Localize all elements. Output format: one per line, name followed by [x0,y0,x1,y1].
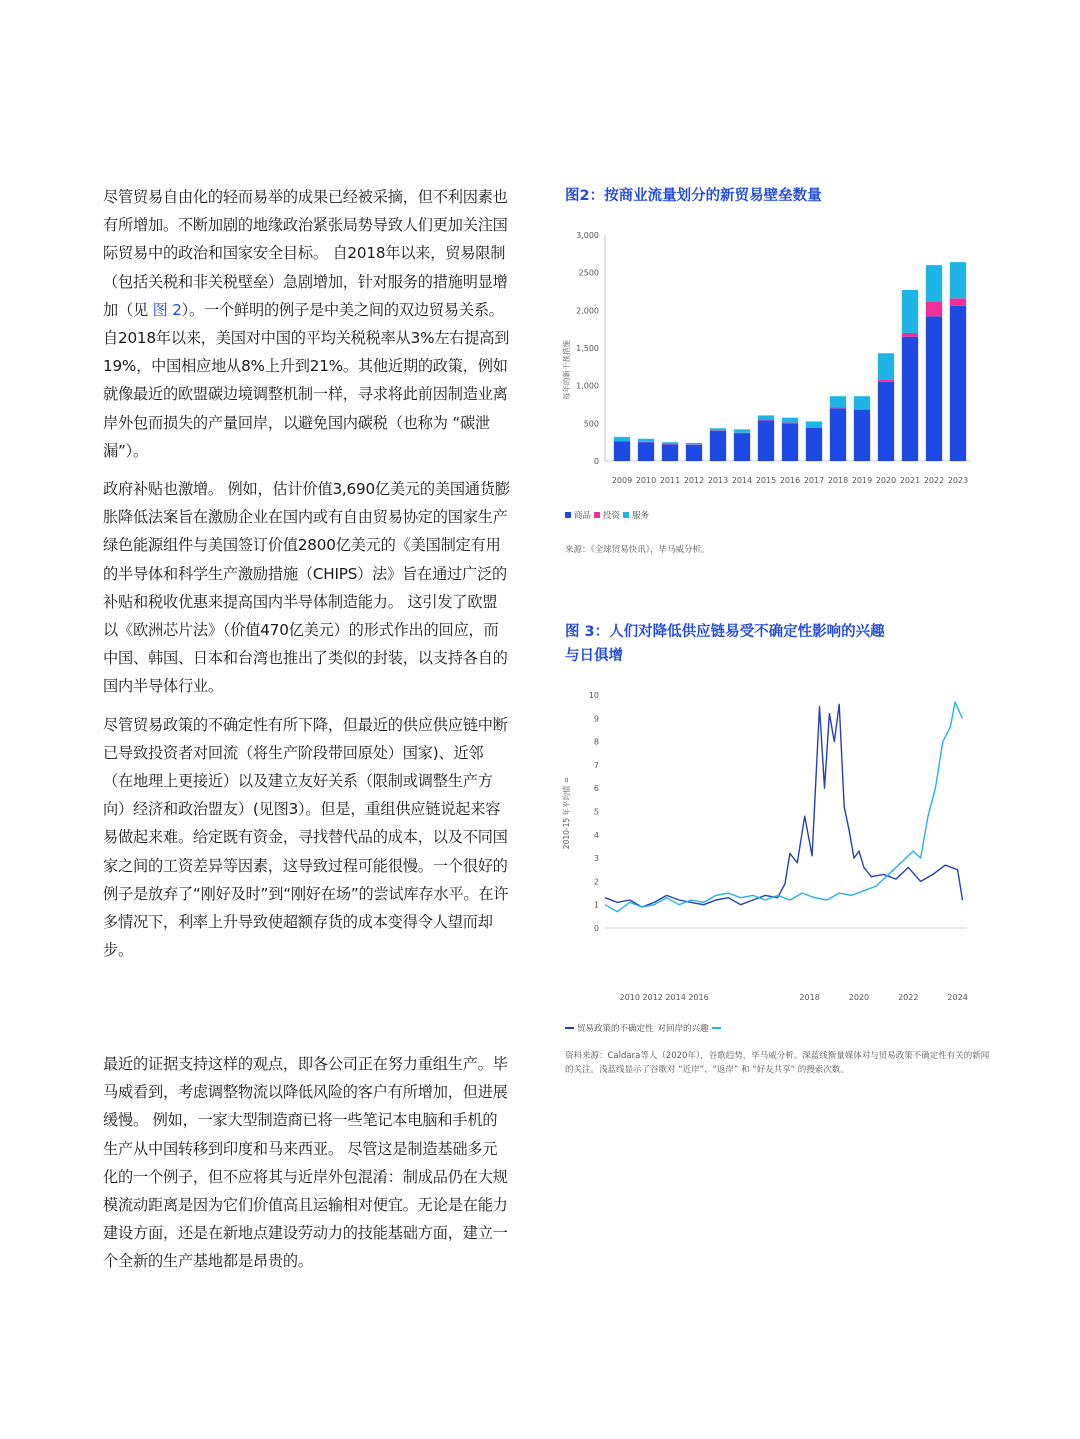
paragraph-1-text-rest: ）。一个鲜明的例子是中美之间的双边贸易关系。自2018年以来，美国对中国的平均关税税率从3%左右提高到19%，中国相应地从8%上升到21%。其他近期的政策，例如就像最近的欧盟碳边境调整机制一样，寻求将此前因制造业离岸外包而损失的产量回岸，以避免国内碳税（也称为 “碳泄漏”）。 [103,300,510,460]
figure-2-bar-服务 [734,429,750,432]
figure-2-y-ticks [576,231,599,466]
figure-2-y-tick-label: 1,000 [576,381,599,391]
figure-2-bar-商品 [926,316,942,461]
figure-2-bar-商品 [806,428,822,461]
figure-3-y-tick-label: 2 [593,877,599,887]
figure-2-bar-服务 [782,418,798,423]
figure-2-x-tick-label: 2013 [707,476,729,485]
figure-2-bar-服务 [878,353,894,379]
figure-2-bar-投资 [782,423,798,424]
figure-3-x-tick-label: 2010 2012 2014 2016 [619,993,709,1002]
figure-2-bar-服务 [950,262,966,298]
figure-2-bar-服务 [710,428,726,430]
figure-2-bar-商品 [710,431,726,461]
figure-2-bar-投资 [830,408,846,409]
figure-2-y-tick-label: 500 [583,419,599,429]
figure-2-bar-投资 [806,427,822,428]
figure-3-y-tick-label: 7 [593,760,599,770]
figure-2-chart [555,225,985,495]
figure-3-y-tick-label: 5 [593,807,599,817]
figure-2-bar-商品 [614,441,630,461]
figure-2-link[interactable]: 图 2 [152,300,182,319]
figure-2-y-axis-label: 每年的新干预措施 [562,340,571,400]
figure-2-bar-投资 [854,409,870,410]
figure-2-bar-商品 [662,444,678,461]
figure-2-y-tick-label: 3,000 [576,231,599,240]
figure-2-title: 图2：按商业流量划分的新贸易壁垒数量 [565,188,822,204]
figure-2-bar-投资 [758,420,774,421]
figure-2-bar-商品 [758,420,774,461]
paragraph-4: 最近的证据支持这样的观点，即各公司正在努力重组生产。毕马威看到，考虑调整物流以降低风险的客户有所增加，但进展缓慢。 例如，一家大型制造商已将一些笔记本电脑和手机的生产从中国转移到印度和马来西亚。 尽管这是制造基础多元化的一个例子，但不应将其与近岸外包混淆：制成品仍在大规模流动距离是因为它们价值高且运输相对便宜。无论是在能力建设方面，还是在新地点建设劳动力的技能基础方面，建立一个全新的生产基地都是昂贵的。 [103,1055,508,1271]
legend-interest-label: 对回岸的兴趣 [657,1024,709,1034]
figure-3-y-tick-label: 6 [593,784,599,794]
uncertainty-line [605,704,963,907]
legend-uncertainty-label: 贸易政策的不确定性 [577,1024,654,1034]
figure-2-bar-商品 [902,337,918,461]
figure-2-bar-服务 [902,290,918,333]
figure-3-y-tick-label: 8 [593,737,599,747]
figure-2-bar-服务 [830,396,846,407]
figure-2-x-tick-label: 2009 [611,476,633,485]
paragraph-2: 政府补贴也激增。 例如，估计价值3,690亿美元的美国通货膨胀降低法案旨在激励企业在国内或有自由贸易协定的国家生产绿色能源组件与美国签订价值2800亿美元的《美国制定有用的半导体和科学生产激励措施（CHIPS）法》旨在通过广泛的补贴和税收优惠来提高国内半导体制造能力。 这引发了欧盟以《欧洲芯片法》（价值470亿美元）的形式作出的回应，而中国、韩国、日本和台湾也推出了类似的封装，以支持各自的国内半导体行业。 [103,480,510,696]
legend-uncertainty-line [565,1027,574,1029]
figure-2-x-tick-label: 2019 [851,476,873,485]
figure-2-x-tick-label: 2023 [947,476,969,485]
figure-2-bar-商品 [950,306,966,461]
figure-2-x-tick-label: 2011 [659,476,681,485]
figure-3-title-line-1: 图 3：人们对降低供应链易受不确定性影响的兴趣 [565,624,885,640]
figure-3-y-ticks [589,691,599,933]
figure-2-x-tick-label: 2014 [731,476,753,485]
legend-interest-line [712,1027,721,1029]
figure-2-x-tick-label: 2015 [755,476,777,485]
figure-3-x-tick-label: 2022 [898,993,919,1002]
figure-2-x-ticks [612,476,968,485]
paragraph-1 [103,183,511,465]
figure-2-bar-服务 [854,396,870,409]
body-text-column [103,183,511,974]
figure-2-bar-投资 [926,301,942,316]
legend-investment-label: 投资 [603,511,621,521]
figure-2-x-tick-label: 2012 [683,476,705,485]
figure-2-bar-投资 [902,333,918,337]
figure-2-y-tick-label: 1,500 [576,344,599,353]
figure-3-title-line-2: 与日俱增 [565,648,623,664]
figure-2-y-tick-label: 2,000 [576,306,599,316]
figure-2-x-tick-label: 2010 [635,476,657,485]
figure-2-x-tick-label: 2020 [875,476,897,485]
figure-2-bar-服务 [638,439,654,442]
legend-services-label: 服务 [632,511,650,521]
figure-2-x-tick-label: 2022 [923,476,945,485]
figure-2-source: 来源：《全球贸易快讯》，毕马威分析。 [565,545,710,555]
figure-2-bar-服务 [686,443,702,445]
figure-3-lines [605,702,963,912]
figure-3-source: 资料来源：Caldara等人（2020年），谷歌趋势，毕马威分析。深蓝线衡量媒体对与贸易政策不确定性有关的新闻的关注。浅蓝线显示了谷歌对 “近岸”、“返岸” 和 “好友共享” 的搜索次数。 [565,1051,990,1075]
figure-3-chart [555,683,985,1013]
figure-2-legend [565,509,649,521]
figure-2-bars [614,262,966,461]
figure-2-y-tick-label: 2500 [578,268,599,278]
figure-3-x-tick-label: 2024 [947,993,968,1002]
figure-2-bar-服务 [806,421,822,427]
figure-2-y-tick-label: 0 [593,457,599,466]
figure-2-x-tick-label: 2018 [827,476,849,485]
paragraph-3: 尽管贸易政策的不确定性有所下降，但最近的供应供应链中断已导致投资者对回流（将生产阶段带回原处）国家)、近邻（在地理上更接近）以及建立友好关系（限制或调整生产方向）经济和政治盟友）(见图3）。但是，重组供应链说起来容易做起来难。给定既有资金，寻找替代品的成本，以及不同国家之间的工资差异等因素，这导致过程可能很慢。一个很好的例子是放弃了“刚好及时”到“刚好在场”的尝试库存水平。在许多情况下，利率上升导致使超额存货的成本变得令人望而却步。 [103,715,509,960]
figure-3-legend [565,1022,724,1034]
figure-3-y-tick-label: 3 [593,854,599,864]
figure-3-x-tick-label: 2018 [799,993,820,1002]
figure-3-y-tick-label: 0 [593,924,599,933]
figure-3-x-tick-label: 2020 [848,993,870,1002]
legend-goods-label: 商品 [574,511,592,521]
figure-2-x-tick-label: 2021 [899,476,921,485]
figure-2-x-tick-label: 2016 [779,476,801,485]
figure-2-bar-服务 [662,442,678,444]
figure-2-bar-投资 [878,380,894,382]
figure-3-y-tick-label: 9 [593,714,599,724]
legend-investment-swatch [594,512,600,518]
figure-2-bar-商品 [638,442,654,461]
legend-services-swatch [623,512,629,518]
figure-2-bar-商品 [878,382,894,461]
figure-3-y-tick-label: 10 [588,691,599,700]
figure-2-bar-商品 [734,433,750,461]
legend-goods-swatch [565,512,571,518]
figure-2-bar-商品 [782,423,798,461]
figure-2-x-tick-label: 2017 [803,476,825,485]
figure-2-bar-商品 [686,445,702,461]
figure-3-x-ticks [620,993,968,1002]
figure-2-bar-投资 [950,298,966,306]
interest-line [605,702,963,912]
paragraph-1-text: 尽管贸易自由化的轻而易举的成果已经被采摘，但不利因素也有所增加。不断加剧的地缘政治紧张局势导致人们更加关注国际贸易中的政治和国家安全目标。 自2018年以来，贸易限制（包括关税和非关税壁垒）急剧增加，针对服务的措施明显增加（见 [103,188,508,319]
figure-3-y-tick-label: 1 [593,900,599,910]
figure-2-bar-服务 [758,415,774,419]
figure-3-y-axis-label: 2010-15 年平均值 = [562,776,571,850]
figure-2-bar-商品 [854,410,870,461]
figure-3-y-tick-label: 4 [593,830,599,840]
figure-2-bar-服务 [614,437,630,441]
figure-2-bar-商品 [830,408,846,461]
figure-2-bar-服务 [926,265,942,301]
